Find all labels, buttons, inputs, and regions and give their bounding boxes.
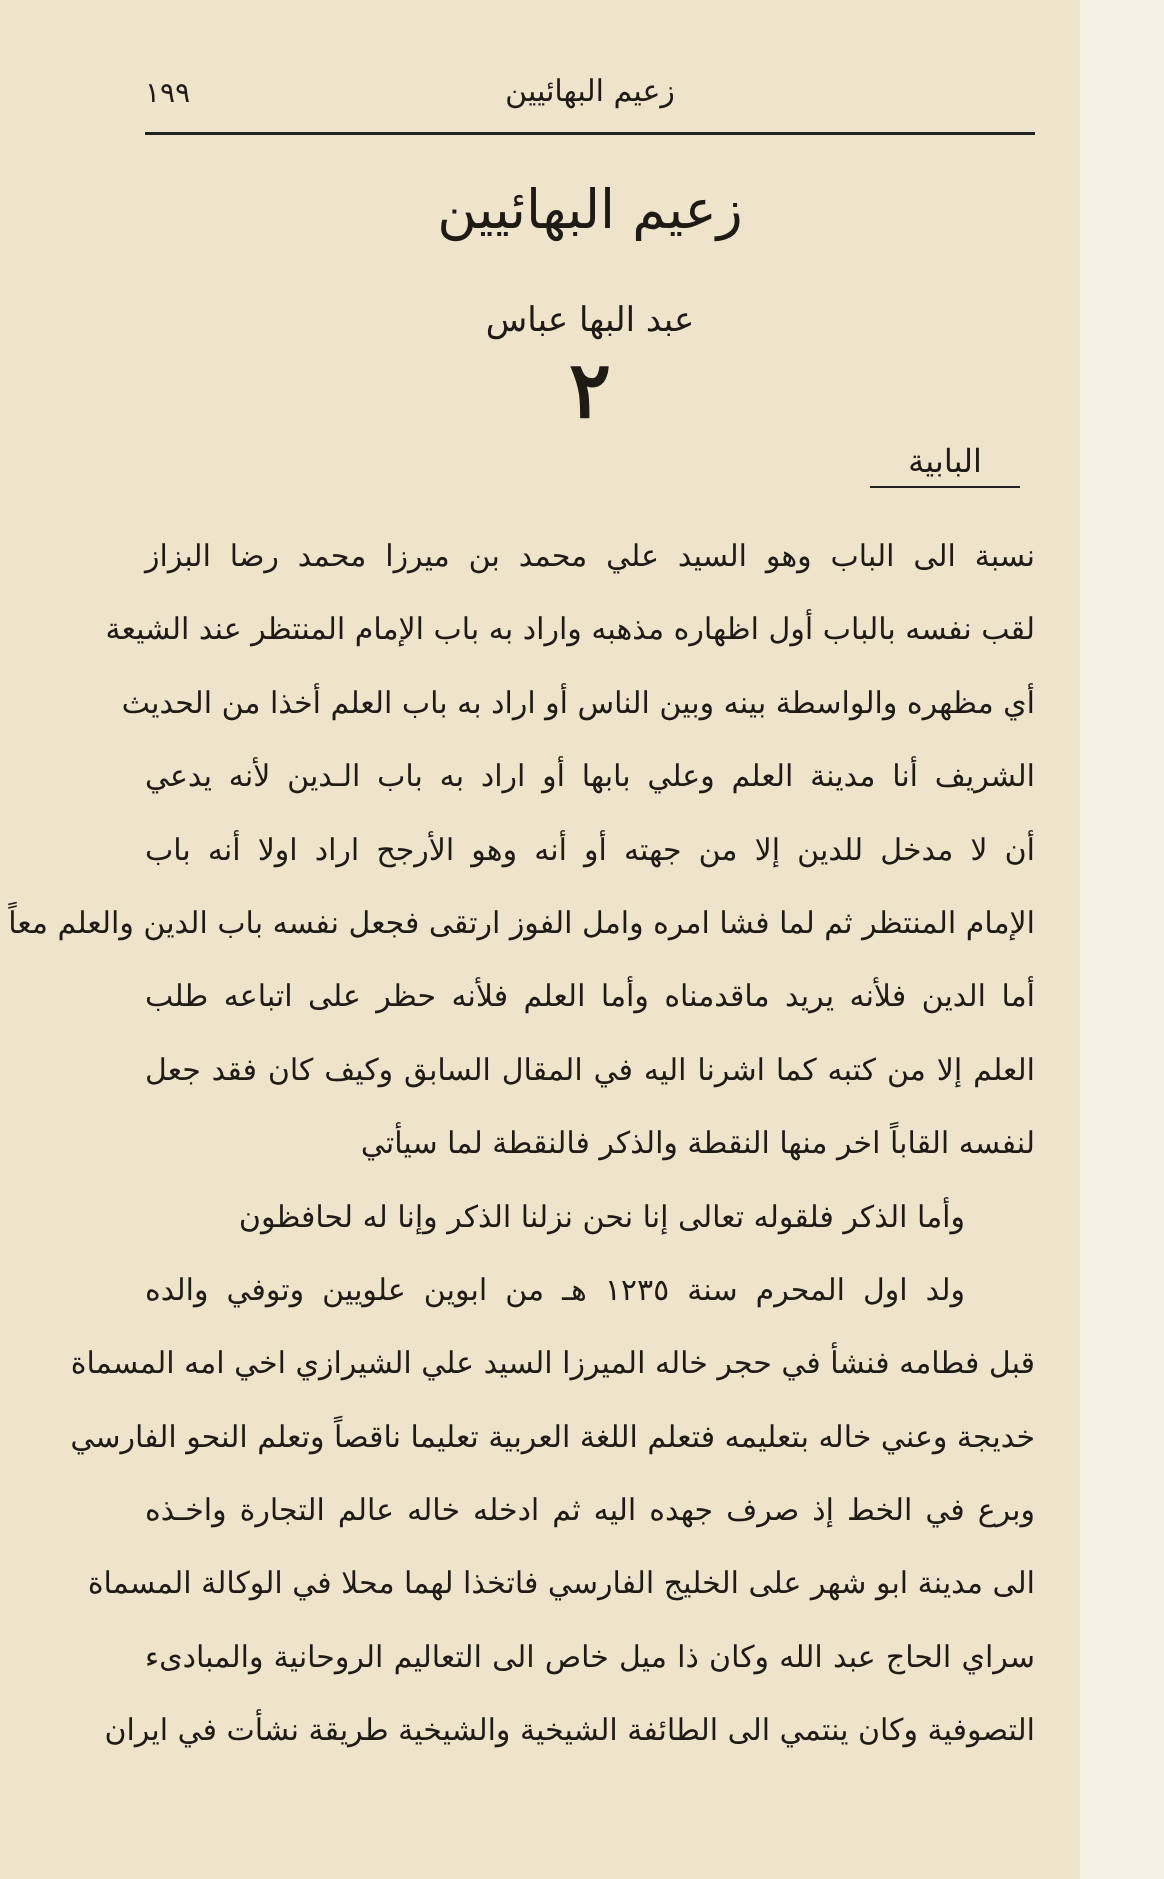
text-line: أن لا مدخل للدين إلا من جهته أو أنه وهو الأرجح اراد اولا أنه باب xyxy=(145,832,1035,868)
article-subtitle: عبد البها عباس xyxy=(485,300,695,340)
body-text xyxy=(8,520,1035,1768)
text-line: نسبة الى الباب وهو السيد علي محمد بن ميرزا محمد رضا البزاز xyxy=(145,539,1035,574)
text-line: ولد اول المحرم سنة ١٢٣٥ هـ من ابوين علويين وتوفي والده xyxy=(145,1272,966,1308)
page-number: ١٩٩ xyxy=(145,76,191,109)
text-line: الى مدينة ابو شهر على الخليج الفارسي فاتخذا لهما محلا في الوكالة المسماة xyxy=(87,1566,1035,1602)
header-rule xyxy=(145,132,1035,135)
text-line: وأما الذكر فلقوله تعالى إنا نحن نزلنا الذكر وإنا له لحافظون xyxy=(238,1199,965,1235)
text-line: أما الدين فلأنه يريد ماقدمناه وأما العلم فلأنه حظر على اتباعه طلب xyxy=(145,979,1035,1015)
text-line: سراي الحاج عبد الله وكان ذا ميل خاص الى التعاليم الروحانية والمبادىء xyxy=(145,1639,1035,1675)
page-margin xyxy=(1080,0,1164,1879)
text-line: أي مظهره والواسطة بينه وبين الناس أو اراد به باب العلم أخذا من الحديث xyxy=(121,685,1035,721)
running-header-title: زعيم البهائيين xyxy=(505,74,675,109)
text-line: الشريف أنا مدينة العلم وعلي بابها أو اراد به باب الـدين لأنه يدعي xyxy=(145,759,1035,795)
text-line: خديجة وعني خاله بتعليمه فتعلم اللغة العربية تعليما ناقصاً وتعلم النحو الفارسي xyxy=(70,1419,1035,1455)
text-line: لنفسه القاباً اخر منها النقطة والذكر فالنقطة لما سيأتي xyxy=(360,1126,1035,1162)
text-line: وبرع في الخط إذ صرف جهده اليه ثم ادخله خاله عالم التجارة واخـذه xyxy=(145,1493,1035,1529)
section-heading: البابية xyxy=(870,442,1020,488)
part-number: ٢ xyxy=(569,345,611,436)
running-header xyxy=(145,72,1035,122)
text-line: لقب نفسه بالباب أول اظهاره مذهبه واراد به باب الإمام المنتظر عند الشيعة xyxy=(105,612,1035,648)
text-line: قبل فطامه فنشأ في حجر خاله الميرزا السيد علي الشيرازي اخي امه المسماة xyxy=(70,1346,1035,1382)
article-title: زعيم البهائيين xyxy=(437,178,743,241)
text-line: العلم إلا من كتبه كما اشرنا اليه في المقال السابق وكيف كان فقد جعل xyxy=(145,1052,1035,1088)
text-line: التصوفية وكان ينتمي الى الطائفة الشيخية والشيخية طريقة نشأت في ايران xyxy=(104,1713,1035,1749)
text-line: الإمام المنتظر ثم لما فشا امره وامل الفوز ارتقى فجعل نفسه باب الدين والعلم معاً xyxy=(8,905,1035,941)
